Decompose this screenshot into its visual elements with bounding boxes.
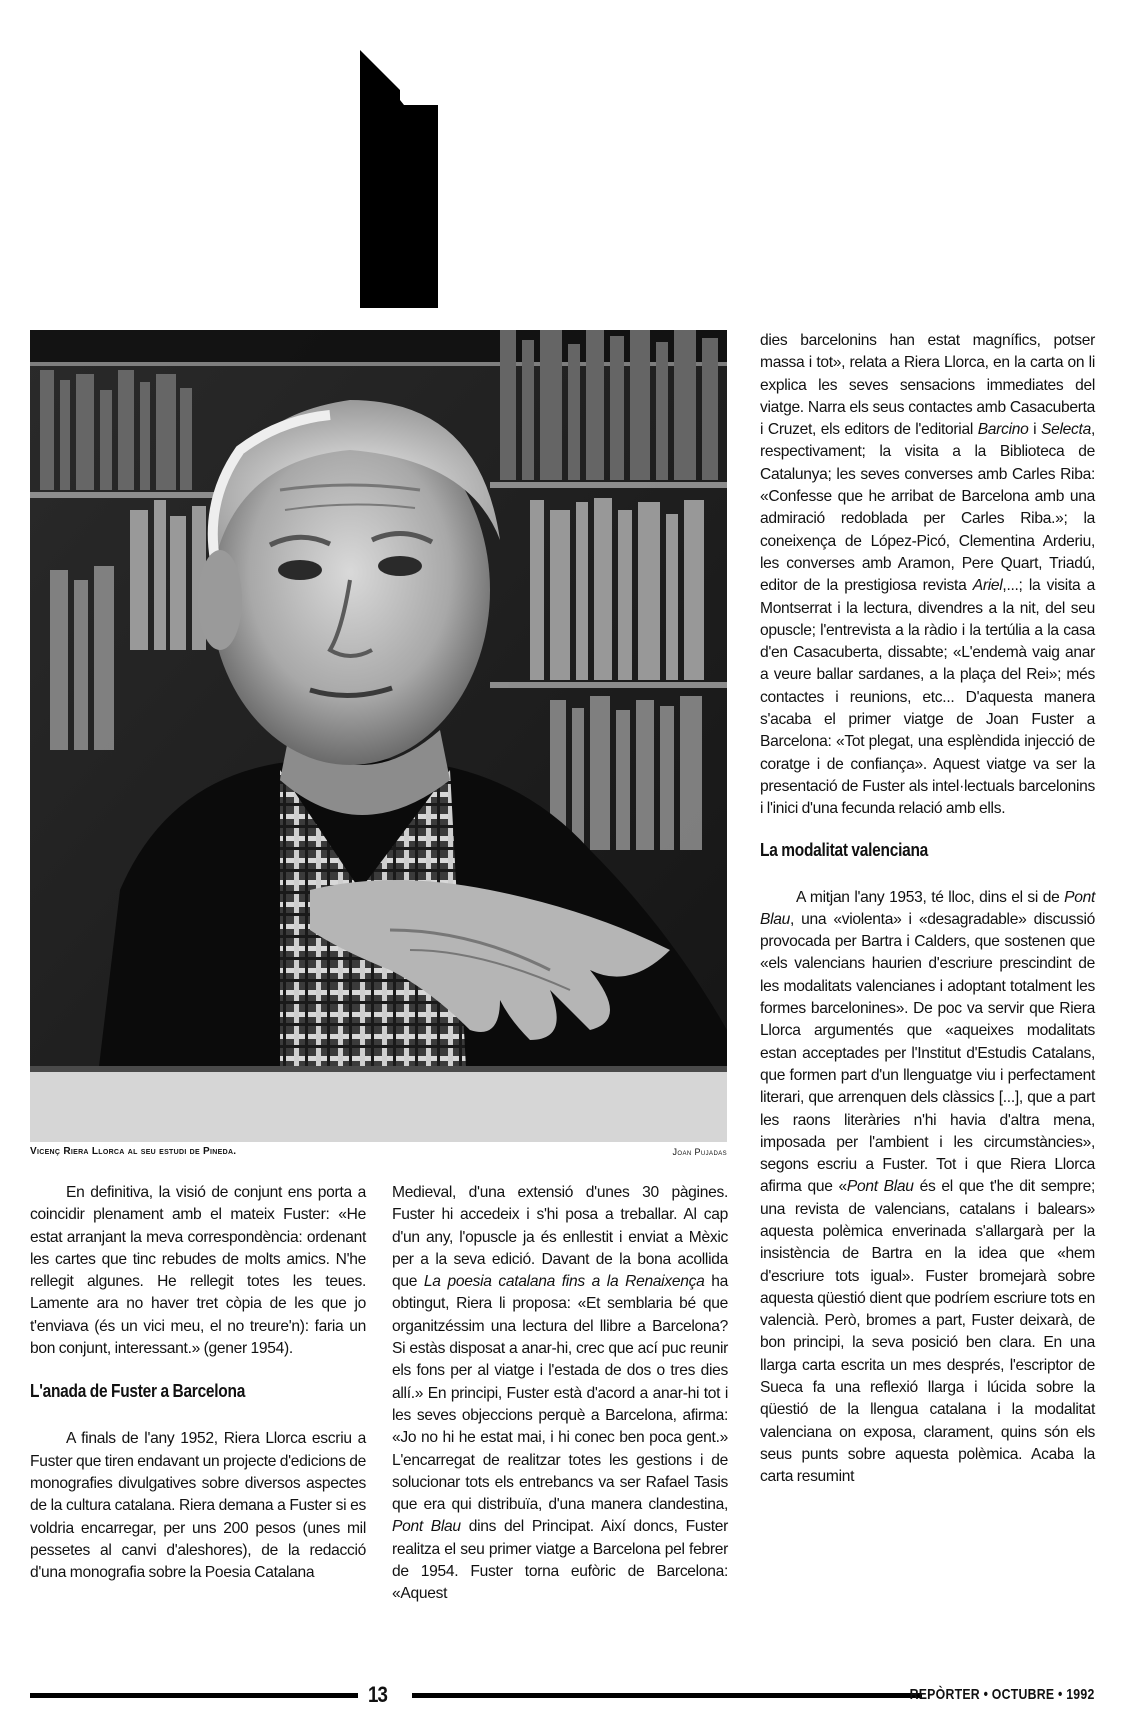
decorative-n-block [360, 50, 438, 308]
section-heading: L'anada de Fuster a Barcelona [30, 1381, 246, 1402]
paragraph: A finals de l'any 1952, Riera Llorca escriu a Fuster que tiren endavant un projecte d'edicions de monografies divulgatives sobre diversos aspectes de la cultura catalana. Riera demana a Fuster si es voldria encarregar, per uns 200 pesos (unes mil pessetes al canvi d'aleshores), de la redacció d'una monografia sobre la Poesia Catalana [30, 1430, 366, 1582]
italic-title: Barcino [977, 421, 1029, 439]
article-column-1 [30, 1182, 366, 1584]
article-column-2 [392, 1182, 728, 1606]
page-number: 13 [368, 1682, 388, 1707]
italic-title: Pont Blau [760, 888, 1095, 928]
italic-title: Pont Blau [392, 1518, 461, 1536]
italic-title: Pont Blau [846, 1178, 914, 1196]
footer-rule-right [412, 1693, 922, 1698]
portrait-photo [30, 330, 727, 1142]
paragraph: dies barcelonins han estat magnífics, potser massa i tot», relata a Riera Llorca, en la carta on li explica les seves sensacions immediates del viatge. Narra els seus contactes amb Casacuberta i Cruzet, els editors de l'editorial Barcino i Selecta, respectivament; la visita a la Biblioteca de Catalunya; les seves converses amb Carles Riba: «Confesse que he arribat de Barcelona amb una admiració redoblada per Carles Riba.»; la coneixença de López-Picó, Clementina Arderiu, les converses amb Aramon, Pere Quart, Triadú, editor de la prestigiosa revista Ariel,...; la visita a Montserrat i la lectura, divendres a la nit, del seu opuscle; l'entrevista a la ràdio i la tertúlia a la casa d'en Casacuberta, dissabte; «L'endemà vaig anar a veure ballar sardanes, a la plaça del Rei»; més contactes i reunions, etc... D'aquesta manera s'acaba el primer viatge de Joan Fuster a Barcelona: «Tot plegat, una esplèndida injecció de coratge i de confiança». Aquest viatge va ser la presentació de Fuster als intel·lectuals barcelonins i l'inici d'una fecunda relació amb ells. [760, 332, 1095, 818]
footer-rule-left [30, 1693, 358, 1698]
photo-caption: Vicenç Riera Llorca al seu estudi de Pineda. [30, 1146, 237, 1157]
paragraph: A mitjan l'any 1953, té lloc, dins el si de Pont Blau, una «violenta» i «desagradable» discussió provocada per Bartra i Calders, que sostenen que «els valencians haurien d'escriure prescindint de les modalitats valencianes i adoptant totalment les formes barcelonines». De poc va servir que Riera Llorca argumentés que «aqueixes modalitats estan acceptades per l'Institut d'Estudis Catalans, que formen part d'un llenguatge viu i perfectament literari, que arrenquen dels clàssics [...], que a part les raons literàries n'hi havia d'altra mena, imposada per l'ambient i les circumstàncies», segons escriu a Fuster. Tot i que Riera Llorca afirma que «Pont Blau és el que t'he dit sempre; una revista de valencians, catalans i balears» aquesta polèmica enverinada s'allargarà per la insistència de Bartra en la idea que «hem d'escriure tots igual». Fuster bromejarà sobre aquesta qüestió dient que podríem escriure tots en valencià. Però, bromes a part, Fuster deixarà, de bon principi, la seva posició ben clara. En una llarga carta escrita un mes després, l'escriptor de Sueca fa una reflexió llarga i lúcida sobre la qüestió de la llengua catalana i la modalitat valenciana on exposa, clarament, quins són els seus punts sobre aquesta polèmica. Acaba la carta resumint [760, 888, 1095, 1486]
photo-credit: Joan Pujadas [672, 1147, 727, 1157]
issue-label: REPÒRTER • OCTUBRE • 1992 [910, 1686, 1095, 1703]
article-column-3 [760, 330, 1095, 1489]
paragraph: En definitiva, la visió de conjunt ens porta a coincidir plenament amb el mateix Fuster: «He estat arranjant la meva correspondència: ordenant les cartes que tinc rebudes de molts amics. N'he rellegit algunes. He rellegit totes les teues. Lamente ara no haver tret còpia de les que jo t'enviava (és un vici meu, el no treure'n): faria un bon conjunt, interessant.» (gener 1954). [30, 1184, 366, 1358]
italic-title: La poesia catalana fins a la Renaixença [423, 1273, 705, 1291]
section-heading: La modalitat valenciana [760, 839, 929, 860]
italic-title: Ariel [972, 577, 1003, 595]
page-footer [30, 1684, 1095, 1708]
italic-title: Selecta [1041, 421, 1091, 439]
paragraph: Medieval, d'una extensió d'unes 30 pàgines. Fuster hi accedeix i s'hi posa a treballar. Al cap d'un any, l'opuscle ja és enllestit i enviat a Mèxic per a la seva edició. Davant de la bona acollida que La poesia catalana fins a la Renaixença ha obtingut, Riera li proposa: «Et semblaria bé que organitzéssim una lectura del llibre a Barcelona? Si estàs disposat a anar-hi, crec que ací puc reunir els fons per al viatge i l'estada de dos o tres dies allí.» En principi, Fuster està d'acord a anar-hi tot i les seves objeccions perquè a Barcelona, afirma: «Jo no hi he estat mai, i hi conec ben poca gent.» L'encarregat de realitzar totes les gestions i de solucionar tots els entrebancs va ser Rafael Tasis que era qui distribuïa, d'una manera clandestina, Pont Blau dins del Principat. Així doncs, Fuster realitza el seu primer viatge a Barcelona pel febrer de 1954. Fuster torna eufòric de Barcelona: «Aquest [392, 1184, 729, 1603]
photo-caption-bar [30, 1146, 727, 1164]
